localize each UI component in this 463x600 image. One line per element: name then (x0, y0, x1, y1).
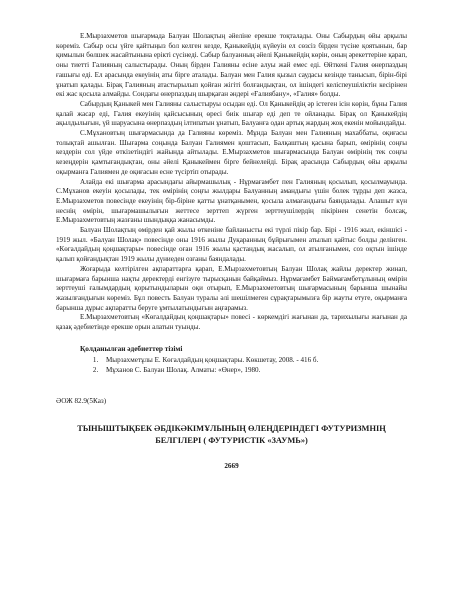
paragraph: Алайда екі шығарма арасындағы айырмашылық - Нұрмағамбет пен Галияның қосылып, қосылмауында. С.Мұханов екеуін қосылады, тек өмірінің соңғы жылдары Балуанның амандығы үшін болек тұрды деп жазса, Е.Мырзахметов повесінде екеуінің бір-біріне қатты ұнатқанымен, қосыла алмағандығы баяндалады. Алашыт күн неснің өмірін, шығармашылығын жеттесе зерттеп жүрген зерттеушілердің пікірінен сенетін болсақ, Е.Мырзахметовтың жазғаны шындыққа жанасымды. (56, 177, 407, 225)
references-title: Қолданылған әдебиеттер тізімі (80, 343, 183, 353)
article-body (56, 32, 407, 333)
references-section (56, 344, 407, 375)
next-article-title: ТЫНЫШТЫҚБЕК ӘБДІКӘКІМҰЛЫНЫҢ ӨЛЕҢДЕРІНДЕГІ ФУТУРИЗМНІҢ БЕЛГІЛЕРІ ( ФУТУРИСТІК «ЗАУМЬ») (77, 423, 386, 445)
paragraph: Жоғарыда келтірілген ақпараттарға қарап, Е.Мырзахметовтың Балуан Шолақ жайлы деректер жинап, шығармаға барынша нақты деректерді енгізуге тырысқанын байқаймыз. Нұрмағамбет Баймағамбетұлының өмірін зерттеуші ғалымдардың қорытындыларын оқи отырып, Е.Мырзахметовтың шығармасының барынша шынайы жазылғандығын көреміз. Бұл повесть Балуан туралы әлі шешілмеген сұрақтарымызға бір жауты етуге, оқырманға барынша дұрыс ақпаратты беруге ұмтылатындығын аңғарамыз. (56, 264, 407, 312)
paragraph: Е.Мырзахметовтың «Көгалдайдың қоңшақтары» повесі - көркемдігі жағынан да, тарихылығы жағынан да қазақ әдебиетінде ерекше орын алатын туынды. (56, 313, 407, 332)
reference-item: 1. Мырзахметұлы Е. Көгалдайдың қоңшақтары. Көкшетау, 2008. - 416 б. (100, 355, 407, 365)
page-number: 2669 (224, 461, 239, 470)
paragraph: Сабырдың Қаныкей мен Галияны салыстыруы осыдан еді. Ол Қаныкейдің әр істеген ісін көрін, бұны Галия қалай жасар еді, Галия екеуінің қайсысының өресі биік шығар еді деп те ойланады. Бірақ ол Қаныкейдің ақылдылығын, үй шаруасына өнерпаздың ілтипатын ұнатып, Балуанға одан артық жардың жоқ екенін мойындайды. (56, 99, 407, 128)
udc-code: ӘОЖ 82.9(5Каз) (56, 396, 107, 405)
reference-item: 2. Мұханов С. Балуан Шолақ. Алматы: «Өнер», 1980. (100, 365, 407, 375)
paragraph: Е.Мырзахметов шығармада Балуан Шолақтың әйеліне ерекше тоқталады. Оны Сабырдың өйы арқылы көреміз. Сабыр осы үйге қайтыңыз бол келген кезде, Қаныкейдің күйеуін ел сөзсіз бірден түсіне қоятынын, бар қимылын бөлшек жасайтынына ерікті сүсінеді. Сабыр балуанның әйелі Қаныкейдің көрін, оның әрекеттеріне қарап, оны тиетті Галияның салыстырады. Оның бірден Галияны есіне алуы жай емес еді. Өйткені Галия өнерпаздың ғашығы еді. Ел арасында екеуінің аты бірге аталады. Балуан мен Галия қызыл саудасы кезінде танысып, бірін-бірі ұнатып қалады. Бірақ Галияның атастырылып қойған жігіті болғандықтан, ол ішіндегі келіспеушіліктін кесірінен екі жас қосыла алмайды. Сондағы өнерпаздың шырқаған әндері «Ғалиябану», «Галия» болды. (56, 32, 407, 99)
paragraph: С.Мұхановтың шығармасында да Галияны көреміз. Мұнда Балуан мен Галияның махаббаты, оқиғасы толықтай ашылған. Шығарма соңында Балуан Галиямен қоштасып, Балқаштың қасына барып, өмірінің соңғы кездерін сол үйде өткізетіндігі жайында айтылады. Е.Мырзахметов шығармасында Балуан өмірінің тек соңғы кезеңдерін қамтығандықтан, оны әйелі Қаныкеймен бірге бейнелейді. Бірақ арасында Сабырдың өйы арқылы оқырманға Галиямен де оқиғасын есне түсіртіп отырады. (56, 129, 407, 176)
references-list (80, 355, 407, 375)
paragraph: Балуан Шолақтың өмірден қай жылы өткеніне байланысты екі түрлі пікір бар. Бірі - 1916 жыл, екіншісі - 1919 жыл. «Балуан Шолақ» повесінде оны 1916 жылы Дуқаранның бұйрығымен атылып қайтыс болды делінген. «Көгалдайдың қоңшақтары» повесінде оған 1916 жылы қастандық жасалып, ол атылғанымен, соз оқтын ішінде қалып қойғандықтан 1919 жылы дүниеден озғаны баяндалады. (56, 226, 407, 264)
